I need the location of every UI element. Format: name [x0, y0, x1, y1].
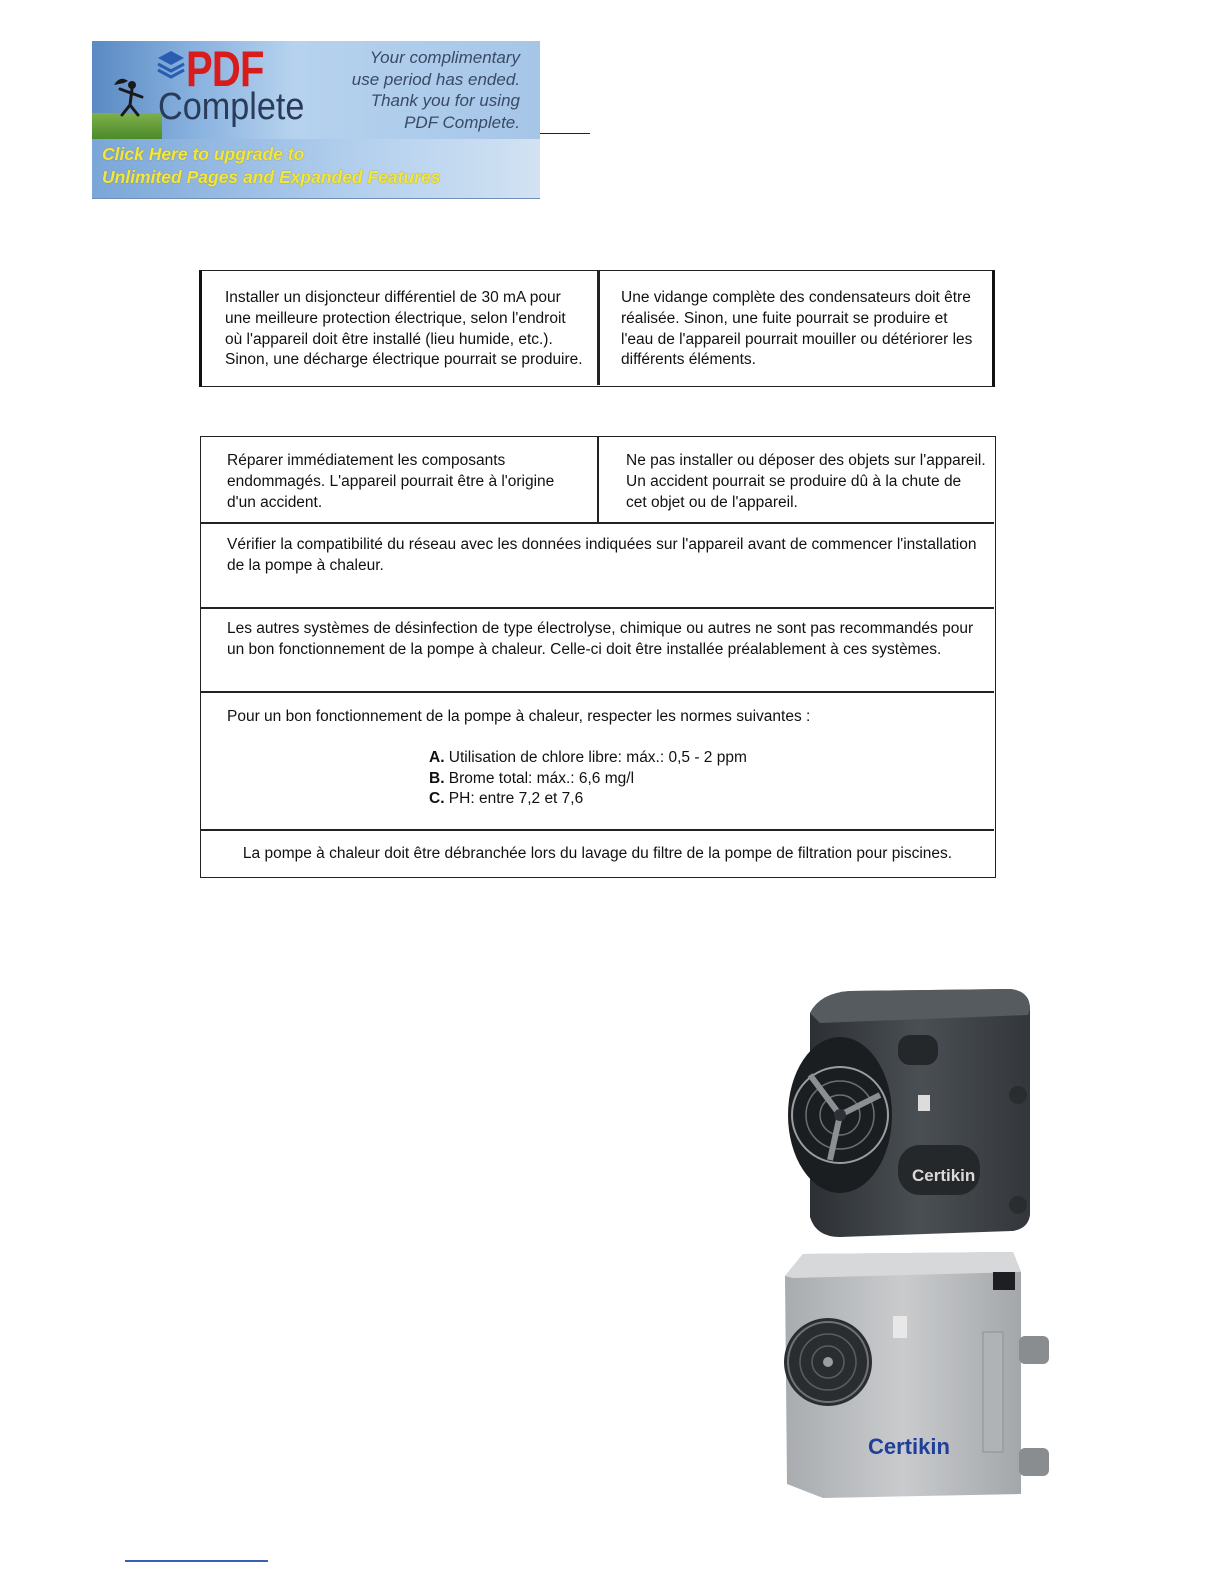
- water-outlet: [1019, 1448, 1049, 1476]
- safety-table-1: [199, 270, 995, 387]
- brand-logo: Certikin: [912, 1166, 976, 1185]
- banner-message: [352, 47, 520, 133]
- norm-item-c: [429, 789, 929, 810]
- table2-row3: Les autres systèmes de désinfection de type électrolyse, chimique ou autres ne sont pas recommandés pour un bon fonctionnement de la pompe à chaleur. Celle-ci doit être installée préalablement à ces systèmes.: [227, 620, 974, 658]
- table2-row5: La pompe à chaleur doit être débranchée lors du lavage du filtre de la pompe de filtration pour piscines.: [242, 845, 953, 862]
- table-divider: [597, 271, 600, 385]
- footer-link-underline: [125, 1560, 268, 1562]
- spec-label: [983, 1332, 1003, 1452]
- upgrade-line[interactable]: Click Here to upgrade to: [102, 144, 305, 164]
- norm-text: Brome total: máx.: 6,6 mg/l: [444, 770, 635, 787]
- table2-row2: Vérifier la compatibilité du réseau avec les données indiquées sur l'appareil avant de commencer l'installation de la pompe à chaleur.: [227, 536, 977, 574]
- logo-complete-text: Complete: [158, 86, 305, 128]
- warning-label: [893, 1316, 907, 1338]
- logo-pdf-text: PDF: [186, 41, 264, 97]
- warning-label: [918, 1095, 930, 1111]
- water-inlet: [1019, 1336, 1049, 1364]
- table2-row1-left: Réparer immédiatement les composants endommagés. L'appareil pourrait être à l'origine d'un accident.: [227, 452, 555, 511]
- row-divider: [201, 829, 994, 831]
- dark-heat-pump-image: [780, 985, 1035, 1243]
- brand-logo: Certikin: [868, 1434, 950, 1459]
- table2-row4-intro: Pour un bon fonctionnement de la pompe à chaleur, respecter les normes suivantes :: [227, 708, 811, 725]
- banner-message-line: Thank you for using: [370, 91, 520, 110]
- norm-letter: C.: [429, 790, 445, 807]
- banner-message-line: Your complimentary: [369, 48, 520, 67]
- norm-text: Utilisation de chlore libre: máx.: 0,5 - 2 ppm: [444, 749, 747, 766]
- layers-logo-icon: [156, 49, 186, 83]
- water-inlet: [1009, 1086, 1027, 1104]
- pipe-connector: [898, 1035, 938, 1065]
- pdf-complete-banner[interactable]: [92, 41, 540, 198]
- norm-item-b: [429, 769, 929, 790]
- safety-table-2: [200, 436, 996, 878]
- row-divider: [201, 522, 994, 524]
- table-divider: [597, 437, 599, 523]
- table2-row1-right: Ne pas installer ou déposer des objets sur l'appareil. Un accident pourrait se produire dû à la chute de cet objet ou de l'appareil.: [626, 452, 986, 511]
- silver-heat-pump-image: [783, 1252, 1055, 1502]
- upgrade-link[interactable]: [92, 139, 540, 199]
- table1-left-cell: Installer un disjoncteur différentiel de 30 mA pour une meilleure protection électrique, selon l'endroit où l'appareil doit être installé (lieu humide, etc.). Sinon, une décharge électrique pourrait se produire.: [225, 289, 583, 369]
- banner-message-line: use period has ended.: [351, 69, 520, 89]
- norm-item-a: [429, 748, 929, 769]
- norm-letter: A.: [429, 749, 445, 766]
- fan-hub: [823, 1357, 833, 1367]
- header-rule: [540, 133, 590, 134]
- jumping-person-icon: [110, 75, 150, 125]
- display-panel: [993, 1272, 1015, 1290]
- banner-message-line: PDF Complete.: [404, 112, 520, 132]
- row-divider: [201, 691, 994, 693]
- upgrade-text[interactable]: [102, 143, 440, 189]
- table1-right-cell: Une vidange complète des condensateurs doit être réalisée. Sinon, une fuite pourrait se produire et l'eau de l'appareil pourrait mouiller ou détériorer les différents éléments.: [621, 289, 973, 369]
- row-divider: [201, 607, 994, 609]
- upgrade-line[interactable]: Unlimited Pages and Expanded Features: [102, 167, 441, 187]
- banner-top: [92, 41, 540, 139]
- norm-letter: B.: [429, 770, 445, 787]
- norm-text: PH: entre 7,2 et 7,6: [444, 790, 584, 807]
- fan-hub: [834, 1109, 846, 1121]
- water-outlet: [1009, 1196, 1027, 1214]
